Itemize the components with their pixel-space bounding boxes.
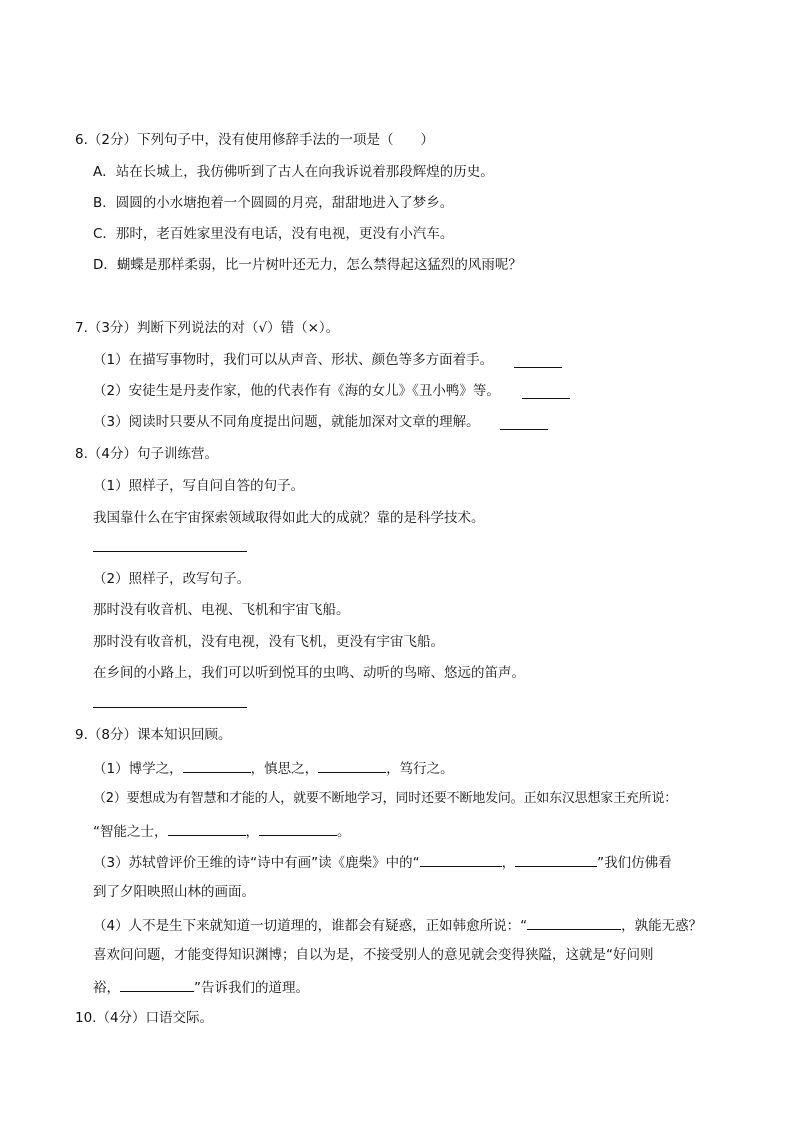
q9-p4-text-b: ，孰能无惑？ bbox=[621, 918, 703, 934]
q6-option-c[interactable]: C．那时，老百姓家里没有电话，没有电视，更没有小汽车。 bbox=[93, 226, 454, 242]
q9-stem: 9.（8分）课本知识回顾。 bbox=[75, 727, 232, 743]
q9-p4-line3 bbox=[93, 977, 309, 997]
q7-answer-blank-2[interactable] bbox=[522, 398, 570, 399]
q9-p3-text-a: （3）苏轼曾评价王维的诗“诗中有画”读《鹿柴》中的“ bbox=[93, 855, 420, 871]
q7-answer-blank-1[interactable] bbox=[514, 367, 562, 368]
q6-option-d[interactable]: D．蝴蝶是那样柔弱，比一片树叶还无力，怎么禁得起这猛烈的风雨呢？ bbox=[93, 257, 522, 273]
q9-p1-blank-1[interactable] bbox=[183, 758, 251, 773]
q6-stem: 6.（2分）下列句子中，没有使用修辞手法的一项是（ ） bbox=[75, 132, 434, 148]
q9-p4-text-a: （4）人不是生下来就知道一切道理的，谁都会有疑惑，正如韩愈所说：“ bbox=[93, 918, 528, 934]
q7-stem: 7.（3分）判断下列说法的对（√）错（×）。 bbox=[75, 320, 340, 336]
q9-p3-blank-2[interactable] bbox=[515, 852, 597, 867]
q9-p4-line2: 喜欢问问题，才能变得知识渊博；自以为是，不接受别人的意见就会变得狭隘，这就是“好问则 bbox=[93, 947, 654, 963]
q9-p4-blank-2[interactable] bbox=[120, 977, 194, 992]
q9-p3-text-b: ， bbox=[501, 855, 516, 871]
q9-p1-text-a: （1）博学之， bbox=[93, 761, 183, 777]
q6-option-a[interactable]: A．站在长城上，我仿佛听到了古人在向我诉说着那段辉煌的历史。 bbox=[93, 164, 494, 180]
q9-p1 bbox=[93, 758, 454, 778]
q8-stem: 8.（4分）句子训练营。 bbox=[75, 446, 218, 462]
q7-item-3: （3）阅读时只要从不同角度提出问题，就能加深对文章的理解。 bbox=[93, 414, 480, 430]
q9-p2-line2 bbox=[93, 821, 351, 841]
q9-p3-text-c: ”我们仿佛看 bbox=[597, 855, 672, 871]
q9-p4-blank-1[interactable] bbox=[527, 915, 621, 930]
q9-p3-blank-1[interactable] bbox=[420, 852, 502, 867]
q7-answer-blank-3[interactable] bbox=[500, 429, 548, 430]
q8-part1-example: 我国靠什么在宇宙探索领域取得如此大的成就？靠的是科学技术。 bbox=[93, 510, 485, 526]
q10-stem: 10.（4分）口语交际。 bbox=[75, 1010, 214, 1026]
q9-p4-text-a2: 裕， bbox=[93, 980, 120, 996]
q7-item-1: （1）在描写事物时，我们可以从声音、形状、颜色等多方面着手。 bbox=[93, 352, 494, 368]
q6-option-b[interactable]: B．圆圆的小水塘抱着一个圆圆的月亮，甜甜地进入了梦乡。 bbox=[93, 195, 454, 211]
q9-p2-text-c: 。 bbox=[337, 824, 351, 840]
q8-part2-answer-line[interactable] bbox=[93, 707, 247, 708]
q8-part2-rewritten: 那时没有收音机，没有电视，没有飞机，更没有宇宙飞船。 bbox=[93, 634, 444, 650]
q9-p2-blank-2[interactable] bbox=[259, 821, 337, 836]
q8-part2-title: （2）照样子，改写句子。 bbox=[93, 571, 251, 587]
q9-p2-blank-1[interactable] bbox=[168, 821, 246, 836]
q9-p2-line1: （2）要想成为有智慧和才能的人，就要不断地学习，同时还要不断地发问。正如东汉思想家王充所说： bbox=[93, 791, 678, 806]
q7-item-2: （2）安徒生是丹麦作家，他的代表作有《海的女儿》《丑小鸭》等。 bbox=[93, 383, 500, 399]
q9-p4-line1 bbox=[93, 915, 702, 935]
q9-p4-text-b2: ”告诉我们的道理。 bbox=[194, 980, 309, 996]
q8-part2-original: 那时没有收音机、电视、飞机和宇宙飞船。 bbox=[93, 602, 350, 618]
q9-p2-text-b: ， bbox=[245, 824, 259, 840]
q9-p1-blank-2[interactable] bbox=[318, 758, 386, 773]
q8-part1-title: （1）照样子，写自问自答的句子。 bbox=[93, 478, 305, 494]
q9-p3-line2: 到了夕阳映照山林的画面。 bbox=[93, 884, 255, 900]
q8-part2-task: 在乡间的小路上，我们可以听到悦耳的虫鸣、动听的鸟啼、悠远的笛声。 bbox=[93, 665, 525, 681]
q9-p1-text-b: ，慎思之， bbox=[250, 761, 319, 777]
q9-p2-text-a: “智能之士， bbox=[93, 824, 168, 840]
q9-p1-text-c: ，笃行之。 bbox=[386, 761, 454, 777]
q8-part1-answer-line[interactable] bbox=[93, 551, 247, 552]
q9-p3-line1 bbox=[93, 852, 672, 872]
